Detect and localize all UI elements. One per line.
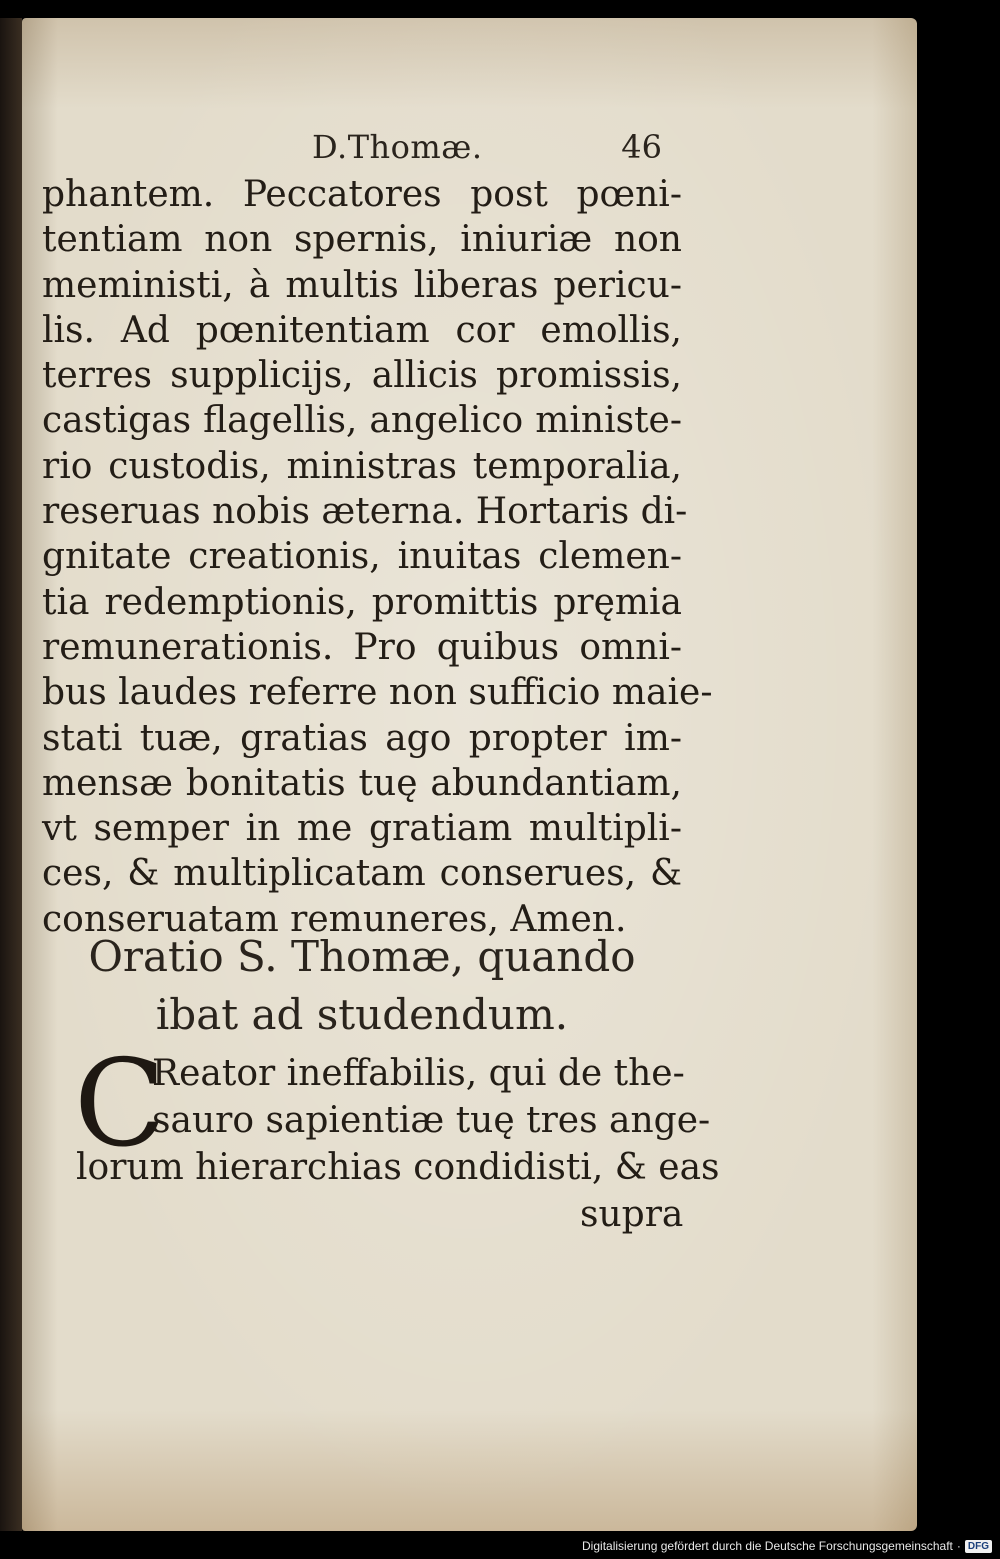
- digitization-credit: Digitalisierung gefördert durch die Deutsche Forschungsgemeinschaft · DFG: [582, 1539, 992, 1553]
- text-line: lis. Ad pœnitentiam cor emollis,: [42, 309, 682, 351]
- text-line: tentiam non spernis, iniuriæ non: [42, 219, 682, 261]
- text-line: conseruatam remuneres, Amen.: [42, 898, 627, 940]
- text-line: vt semper in me gratiam multipli-: [42, 808, 682, 850]
- text-line: castigas flagellis, angelico ministe-: [42, 400, 682, 442]
- text-line: Reator ineffabilis, qui de the-: [152, 1053, 685, 1094]
- catchword: supra: [580, 1194, 684, 1235]
- paragraph-2: [42, 1035, 720, 1250]
- page-number: 46: [621, 128, 662, 166]
- text-line: sauro sapientiæ tuę tres ange-: [152, 1100, 711, 1141]
- prayer-heading-line-1: Oratio S. Thomæ, quando: [88, 932, 636, 981]
- running-head: [42, 120, 662, 170]
- text-line: mensæ bonitatis tuę abundantiam,: [42, 762, 682, 804]
- text-line: gnitate creationis, inuitas clemen-: [42, 536, 682, 578]
- text-line: stati tuæ, gratias ago propter im-: [42, 717, 682, 759]
- paragraph-1: [42, 172, 713, 942]
- text-line: rio custodis, ministras temporalia,: [42, 445, 682, 487]
- running-title: D.Thomæ.: [312, 128, 483, 166]
- text-line: bus laudes referre non sufficio maie-: [42, 672, 713, 714]
- prayer-heading-line-2: ibat ad studendum.: [155, 990, 569, 1039]
- book-spine-edge: [0, 18, 22, 1531]
- drop-cap: C: [74, 1035, 166, 1174]
- text-line: phantem. Peccatores post pœni-: [42, 174, 682, 215]
- dfg-logo-icon: DFG: [965, 1540, 992, 1553]
- text-line: ces, & multiplicatam conserues, &: [42, 853, 682, 895]
- text-line: lorum hierarchias condidisti, & eas: [76, 1147, 720, 1188]
- text-line: meministi, à multis liberas pericu-: [42, 264, 682, 306]
- text-line: reseruas nobis æterna. Hortaris di-: [42, 491, 688, 533]
- credit-text: Digitalisierung gefördert durch die Deutsche Forschungsgemeinschaft: [582, 1539, 953, 1553]
- text-line: tia redemptionis, promittis pręmia: [42, 581, 682, 623]
- text-line: terres supplicijs, allicis promissis,: [42, 355, 682, 397]
- text-line: remunerationis. Pro quibus omni-: [42, 626, 682, 668]
